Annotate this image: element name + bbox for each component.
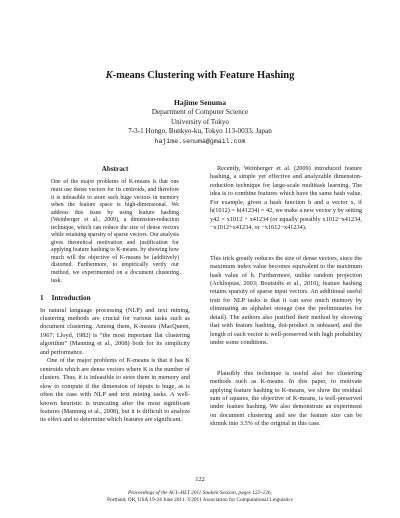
author-address: 7-3-1 Hongo, Bunkyo-ku, Tokyo 113-0033, Japan (128, 127, 272, 136)
paper-title (0, 70, 400, 81)
title-variable: K (105, 70, 113, 81)
intro-paragraph-1: In natural language processing (NLP) and text mining, clustering methods are crucial for various tasks such as document clustering. Among them, K-means (MacQueen, 1967; Lloyd, 1982) is “the most important flat clustering algorithm” (Manning et al., 2008) both for its simplicity and performance. (40, 306, 190, 356)
right-paragraph-3: Plausibly this technique is useful also for clustering methods such as K-means. In this paper, to motivate applying feature hashing to K-means, we show the residual sum of squares, the objective of K-means, is well-preserved under feature hashing. We also demonstrate an experiment on document clustering and see the feature size can be shrunk into 3.5% of the original in this case. (210, 369, 362, 428)
left-column (40, 165, 190, 425)
intro-paragraph-2: One of the major problems of K-means is that it has K centroids which are dense vectors where K is the number of clusters. Thus, it is infeasible to store them in memory and slow to compute if the dimension of inputs is huge, as is often the case with NLP and text mining tasks. A well-known heuristic is truncating after the most significant features (Manning et al., 2008), but it is difficult to analyze its effect and to determine which features are significant. (40, 357, 190, 424)
author-name: Hajime Senuma (173, 98, 227, 107)
right-column (210, 165, 362, 429)
right-paragraph-1: Recently, Weinberger et al. (2009) introduced feature hashing, a simple yet effective and analyzable dimension-reduction technique for large-scale multitask learning. The idea is to combine features which have the same hash value. For example, given a hash function h and a vector x, if h(1012) = h(41234) = 42, we make a new vector y by setting y42 = x1012 + x41234 (or equally possibly x1012−x41234, −x1012+x41234, or −x1012−x41234). (210, 165, 362, 232)
author-department: Department of Computer Science (151, 107, 249, 116)
right-paragraph-2: This trick greatly reduces the size of dense vectors, since the maximum index value becomes equivalent to the maximum hash value of h. Furthermore, unlike random projection (Achlioptas, 2003; Boutsidis et al., 2010), feature hashing retains sparsity of sparse input vectors. An additional useful trait for NLP tasks is that it can save much memory by eliminating an alphabet storage (see the preliminaries for detail). The authors also justified their method by showing that with feature hashing, dot-product is unbiased, and the length of each vector is well-preserved with high probability under some conditions. (210, 254, 362, 347)
footer-line-2: Portland, OR, USA 19-24 June 2011. ©2011 Association for Computational Linguistics (107, 496, 293, 503)
footer-line-1: Proceedings of the ACL-HLT 2011 Student Session, pages 122–126, (128, 490, 272, 496)
proceedings-footer (0, 490, 400, 504)
section-heading-introduction (40, 294, 190, 302)
author-university: University of Tokyo (170, 117, 230, 126)
section-number: 1 (40, 294, 44, 303)
section-title-text: Introduction (51, 294, 91, 303)
author-email[interactable]: hajime.senuma@gmail.com (154, 138, 246, 146)
abstract-text: One of the major problems of K-means is that one must use dense vectors for its centroids, and therefore it is infeasible to store such huge vectors in memory when the feature space is high-dimensional. We address this issue by using feature hashing (Weinberger et al., 2009), a dimension-reduction technique, which can reduce the size of dense vectors while retaining sparsity of sparse vectors. Our analysis gives theoretical motivation and justification for applying feature hashing to K-means, by showing how much will the objective of K-means be (additively) distorted. Furthermore, to empirically verify our method, we experimented on a document clustering task. (51, 179, 179, 284)
author-block (0, 98, 400, 147)
title-text: -means Clustering with Feature Hashing (112, 70, 295, 81)
page-number: 122 (195, 476, 205, 483)
abstract-heading: Abstract (101, 165, 129, 173)
